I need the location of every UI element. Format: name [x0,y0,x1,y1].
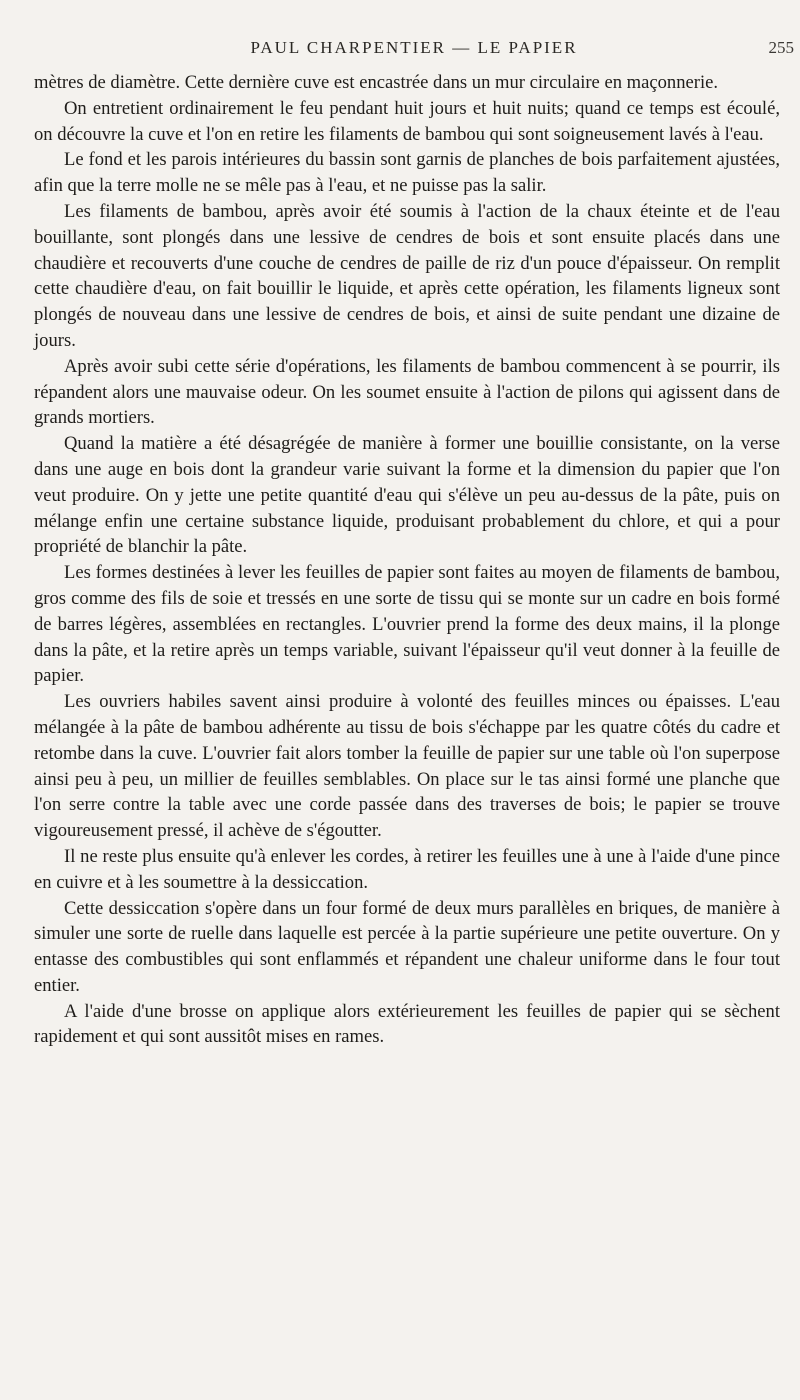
page-number: 255 [768,38,794,57]
paragraph-10: Cette dessiccation s'opère dans un four formé de deux murs parallèles en briques, de manière à simuler une sorte de ruelle dans laquelle est percée à la partie supérieure une petite ouverture. On y entasse des combustibles qui sont enflammés et répandent une chaleur uniforme dans le four tout entier. [34,897,780,996]
paragraph-2: On entretient ordinairement le feu pendant huit jours et huit nuits; quand ce temps est écoulé, on découvre la cuve et l'on en retire les filaments de bambou qui sont soigneusement lavés à l'eau. [34,97,780,145]
paragraph-9: Il ne reste plus ensuite qu'à enlever les cordes, à retirer les feuilles une à une à l'aide d'une pince en cuivre et à les soumettre à la dessiccation. [34,845,780,893]
paragraph-5: Après avoir subi cette série d'opérations, les filaments de bambou commencent à se pourrir, ils répandent alors une mauvaise odeur. On les soumet ensuite à l'action de pilons qui agissent dans de grands mortiers. [34,355,780,429]
paragraph-3: Le fond et les parois intérieures du bassin sont garnis de planches de bois parfaitement ajustées, afin que la terre molle ne se mêle pas à l'eau, et ne puisse pas la salir. [34,149,780,197]
paragraph-4: Les filaments de bambou, après avoir été soumis à l'action de la chaux éteinte et de l'eau bouillante, sont plongés dans une lessive de cendres de bois et sont ensuite placés dans une chaudière et recouverts d'une couche de cendres de paille de riz d'un pouce d'épaisseur. On remplit cette chaudière d'eau, on fait bouillir le liquide, et après cette opération, les filaments ligneux sont plongés de nouveau dans une lessive de cendres de bois, et ainsi de suite pendant une dizaine de jours. [34,200,780,351]
running-title: PAUL CHARPENTIER — LE PAPIER [250,38,578,57]
paragraph-11: A l'aide d'une brosse on applique alors extérieurement les feuilles de papier qui se sèchent rapidement et qui sont aussitôt mises en rames. [34,1000,780,1048]
paragraph-6: Quand la matière a été désagrégée de manière à former une bouillie consistante, on la verse dans une auge en bois dont la grandeur varie suivant la forme et la dimension du papier que l'on veut produire. On y jette une petite quantité d'eau qui s'élève un peu au-dessus de la pâte, puis on mélange enfin une certaine substance liquide, produisant probablement du chlore, et qui a pour propriété de blanchir la pâte. [34,433,780,558]
paragraph-8: Les ouvriers habiles savent ainsi produire à volonté des feuilles minces ou épaisses. L'eau mélangée à la pâte de bambou adhérente au tissu de bois s'échappe par les quatre côtés du cadre et retombe dans la cuve. L'ouvrier fait alors tomber la feuille de papier sur une table où l'on superpose ainsi peu à peu, un millier de feuilles semblables. On place sur le tas ainsi formé une planche que l'on serre contre la table avec une corde passée dans des traverses de bois; le papier se trouve vigoureusement pressé, il achève de s'égoutter. [34,691,780,842]
running-head [34,36,794,60]
paragraph-7: Les formes destinées à lever les feuilles de papier sont faites au moyen de filaments de bambou, gros comme des fils de soie et tressés en une sorte de tissu qui se monte sur un cadre en bois formé de barres légères, assemblées en rectangles. L'ouvrier prend la forme des deux mains, il la plonge dans la pâte, et la retire après un temps variable, suivant l'épaisseur qu'il veut donner à la feuille de papier. [34,562,780,687]
body-text [34,70,780,1050]
paragraph-1: mètres de diamètre. Cette dernière cuve est encastrée dans un mur circulaire en maçonnerie. [34,72,719,93]
